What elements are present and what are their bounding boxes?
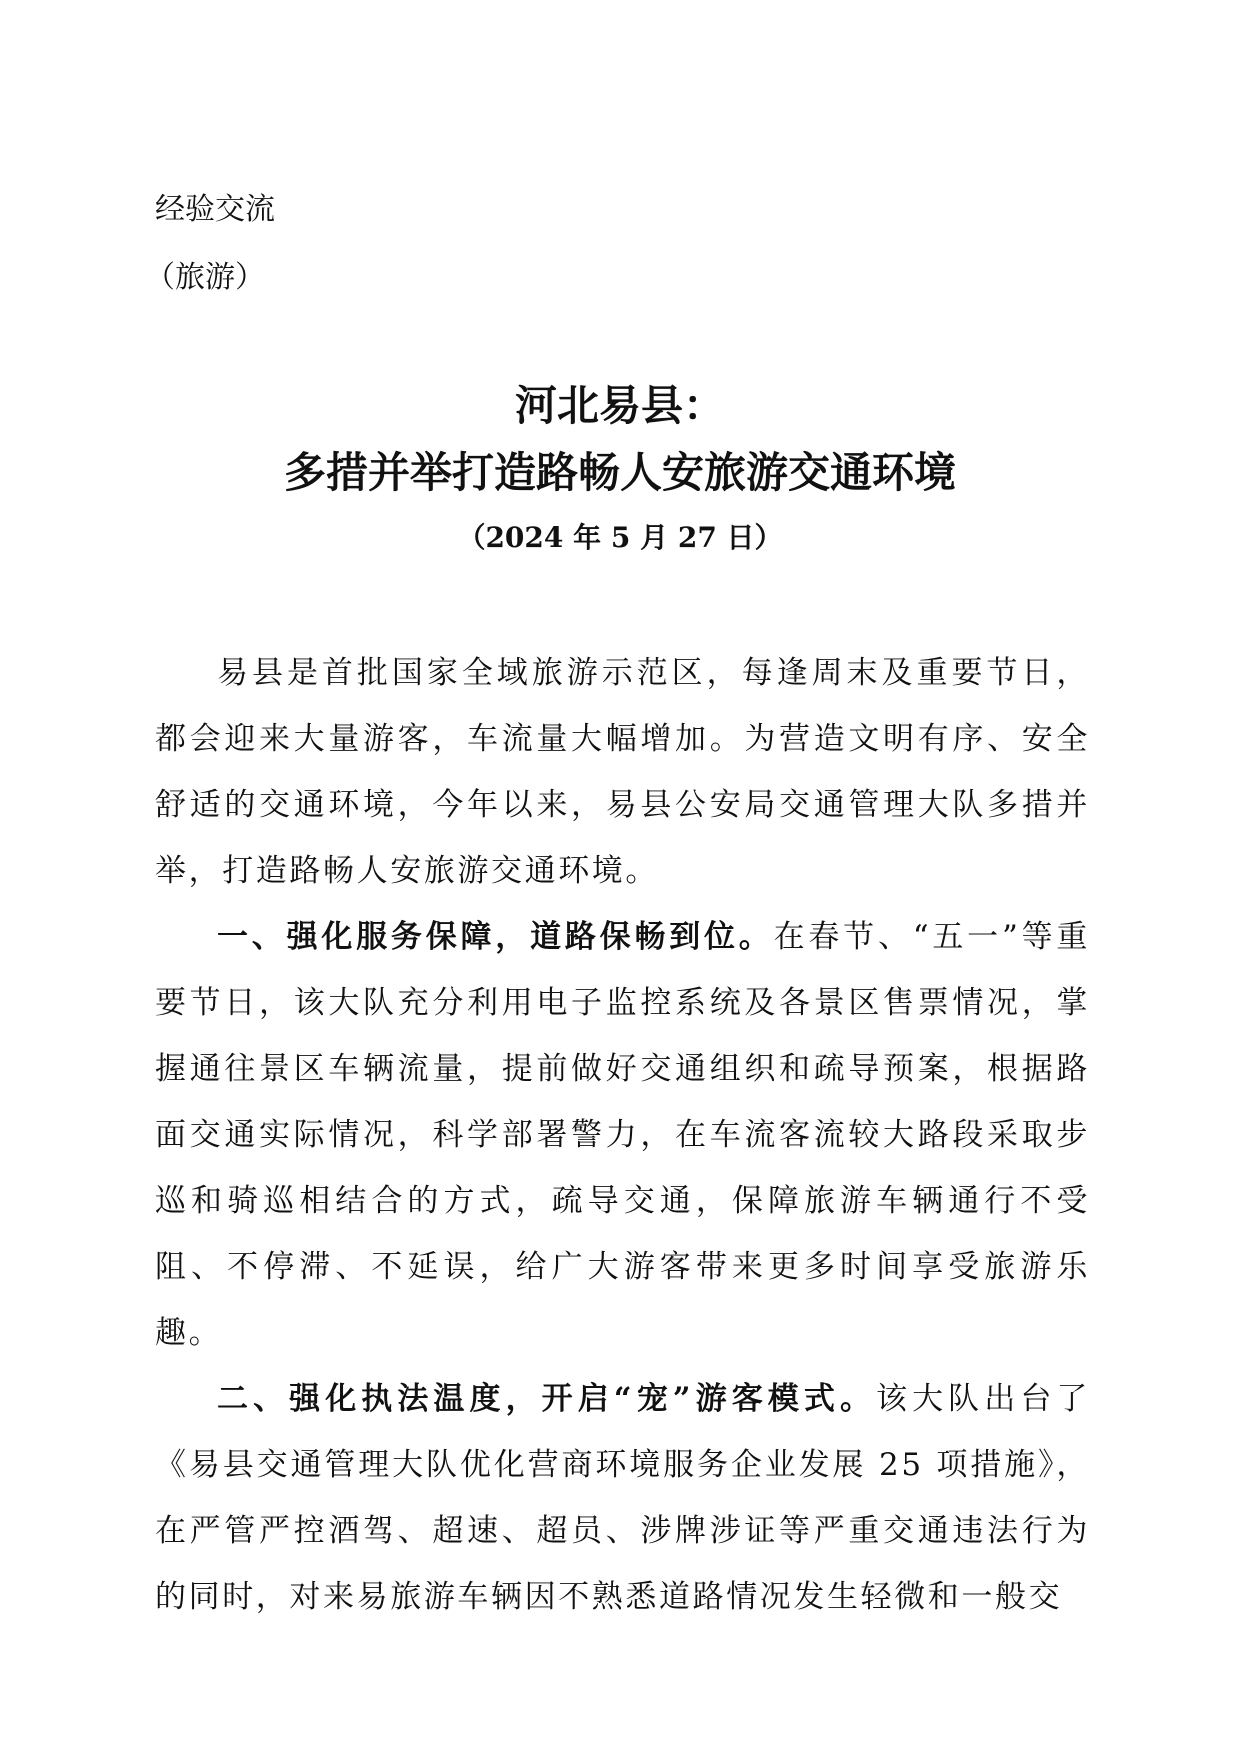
intro-paragraph: 易县是首批国家全域旅游示范区，每逢周末及重要节日，都会迎来大量游客，车流量大幅增加。为营造文明有序、安全舒适的交通环境，今年以来，易县公安局交通管理大队多措并举，打造路畅人安旅游交通环境。 bbox=[155, 655, 1090, 889]
document-date: （2024 年 5 月 27 日） bbox=[457, 521, 783, 554]
document-title-line1: 河北易县： bbox=[514, 381, 725, 430]
section1-text: 在春节、“五一”等重要节日，该大队充分利用电子监控系统及各景区售票情况，掌握通往景区车辆流量，提前做好交通组织和疏导预案，根据路面交通实际情况，科学部署警力，在车流客流较大路段采取步巡和骑巡相结合的方式，疏导交通，保障旅游车辆通行不受阻、不停滞、不延误，给广大游客带来更多时间享受旅游乐趣。 bbox=[155, 919, 1090, 1351]
section1-paragraph bbox=[155, 904, 1090, 1366]
document-title-line2: 多措并举打造路畅人安旅游交通环境 bbox=[283, 448, 956, 497]
document-sub-category: （旅游） bbox=[145, 260, 265, 295]
section2-heading: 二、强化执法温度，开启“宠”游客模式。 bbox=[217, 1381, 877, 1417]
section2-text: 该大队出台了《易县交通管理大队优化营商环境服务企业发展 25 项措施》，在严管严控酒驾、超速、超员、涉牌涉证等严重交通违法行为的同时，对来易旅游车辆因不熟悉道路情况发生轻微和一般交 bbox=[155, 1381, 1090, 1615]
document-body bbox=[155, 640, 1090, 1630]
section1-heading: 一、强化服务保障，道路保畅到位。 bbox=[217, 919, 774, 955]
section2-paragraph bbox=[155, 1366, 1090, 1630]
document-category: 经验交流 bbox=[155, 192, 275, 227]
